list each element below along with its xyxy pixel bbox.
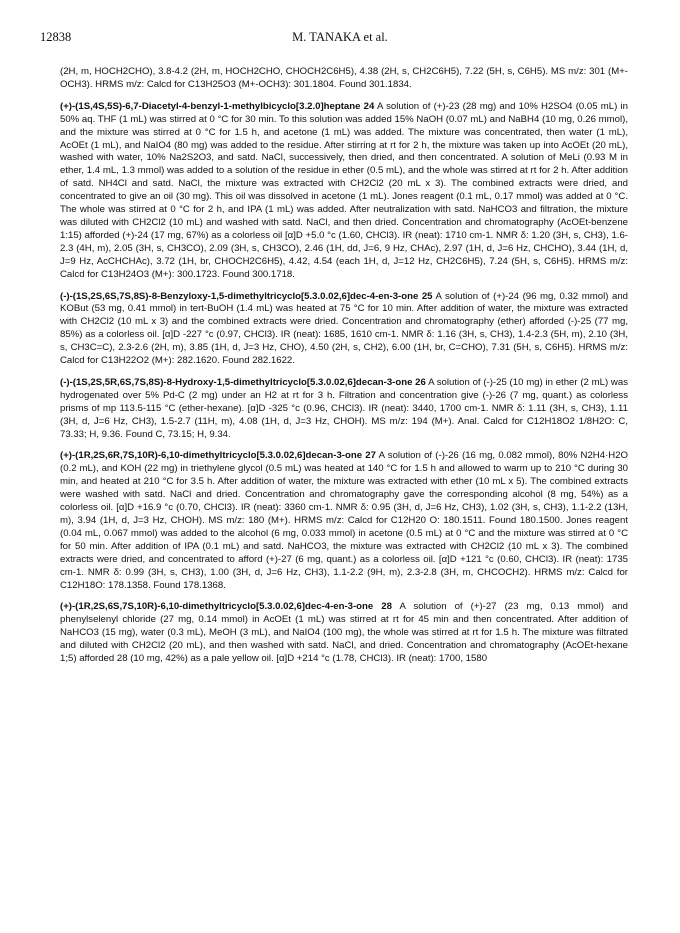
running-head: M. TANAKA et al.	[292, 30, 388, 44]
paragraph-text: A solution of (-)-25 (10 mg) in ether (2 mL) was hydrogenated over 5% Pd-C (2 mg) under an H2 at rt for 3 h. Filtration and concentration give (-)-26 (7 mg, quant.) as colorless prisms of mp 113.5-115 °C (ether-hexane). [α]D -325 °c (0.96, CHCl3). IR (neat): 3440, 1700 cm-1. NMR δ: 1.11 (3H, s, CH3), 1.11 (3H, d, J=6 Hz, CH3), 1.5-2.7 (11H, m), 4.08 (1H, d, J=3 Hz, CHOH). MS m/z: 194 (M+). Anal. Calcd for C12H18O2 1/8H2O: C, 73.33; H, 9.36. Found C, 73.15; H, 9.34.	[60, 376, 628, 440]
paragraph-continuation	[60, 66, 628, 92]
paragraph-compound-26	[60, 377, 628, 442]
compound-heading: (+)-(1S,4S,5S)-6,7-Diacetyl-4-benzyl-1-methylbicyclo[3.2.0]heptane 24	[60, 100, 375, 112]
paragraph-text: A solution of (+)-23 (28 mg) and 10% H2SO4 (0.05 mL) in 50% aq. THF (1 mL) was stirred at 0 °C for 30 min. To this solution was added 15% NaOH (0.07 mL) and NaBH4 (10 mg, 0.26 mmol), and the mixture was stirred at 0 °C for 1.5 h, and acetone (1 mL) was added. The mixture was concentrated, then water (1 mL), AcOEt (1 mL), and NaIO4 (80 mg) was added to the residue. After stirring at rt for 2 h, the mixture was taken up into AcOEt (20 mL), washed with water, 10% Na2S2O3, and satd. NaCl, successively, then dried, and then concentrated. A solution of MeLi (0.93 M in ether, 1.4 mL, 1.3 mmol) was added to a solution of the residue in ether (0.5 mL), and the whole was stirred at rt for 2 h. After addition of satd. NH4Cl and satd. NaCl, the mixture was extracted with CH2Cl2 (20 mL x 3). The combined extracts were dried, and concentrated to give an oil (30 mg). This oil was dissolved in acetone (1 mL). Jones reagent (0.1 mL, 0.17 mmol) was added at 0 °C. The whole was stirred at 0 °C for 2 h, and IPA (1 mL) was added. After neutralization with satd. NaHCO3 and filtration, the mixture was diluted with CH2Cl2 (10 mL) and washed with satd. NaCl, and then dried. Concentration and chromatography (AcOEt-benzene 1:15) afforded (+)-24 (17 mg, 67%) as a colorless oil [α]D +5.0 °c (1.60, CHCl3). IR (neat): 1710 cm-1. NMR δ: 1.20 (3H, s, CH3), 1.6-2.3 (4H, m), 2.05 (3H, s, CH3CO), 2.09 (3H, s, CH3CO), 2.46 (1H, dd, J=6, 9 Hz, CHAc), 2.97 (1H, d, J=6 Hz, CHCHO), 3.44 (1H, d, J=9 Hz, AcCHCHAc), 3.72 (1H, br, CHOCH2C6H5), 4.42, 4.54 (each 1H, d, J=12 Hz, CH2C6H5), 7.24 (5H, s, C6H5). HRMS m/z: Calcd for C13H24O3 (M+): 300.1723. Found 300.1718.	[60, 100, 629, 280]
paragraph-compound-27	[60, 450, 628, 592]
paragraph-compound-28	[60, 601, 628, 666]
page-header	[40, 30, 640, 50]
compound-heading: (+)-(1R,2S,6R,7S,10R)-6,10-dimethyltricyclo[5.3.0.02,6]decan-3-one 27	[60, 450, 376, 462]
page-number: 12838	[40, 30, 72, 44]
paragraph-compound-24	[60, 101, 628, 282]
paragraph-text: A solution of (+)-27 (23 mg, 0.13 mmol) and phenylselenyl chloride (27 mg, 0.14 mmol) in AcOEt (1 mL) was stirred at rt for 45 min and then concentrated. After addition of NaHCO3 (15 mg), water (0.3 mL), MeOH (3 mL), and NaIO4 (100 mg), the whole was stirred at rt for 1.5 h. The mixture was filtrated and diluted with CH2Cl2 (20 mL), and then washed with satd. NaCl, and dried. Concentration and chromatography (AcOEt-hexane 1;5) afforded 28 (10 mg, 42%) as a pale yellow oil. [α]D +214 °c (1.78, CHCl3). IR (neat): 1700, 1580	[60, 601, 629, 665]
compound-heading: (+)-(1R,2S,6S,7S,10R)-6,10-dimethyltricyclo[5.3.0.02,6]dec-4-en-3-one 28	[60, 601, 392, 613]
paragraph-text: A solution of (+)-24 (96 mg, 0.32 mmol) and KOBut (53 mg, 0.41 mmol) in tert-BuOH (1.4 mL) was heated at 75 °C for 10 min. After addition of water, the mixture was extracted with CH2Cl2 (10 mL x 3) and the combined extracts were dried. Concentration and chromatography (ether) afforded (-)-25 (77 mg, 85%) as a colorless oil. [α]D -227 °c (0.97, CHCl3). IR (neat): 1685, 1610 cm-1. NMR δ: 1.16 (3H, s, CH3), 1.4-2.3 (5H, m), 2.10 (3H, s, CH3C=C), 2.3-2.6 (2H, m), 3.85 (1H, d, J=3 Hz, CHO), 4.50 (2H, s, CH2), 6.00 (1H, br, C=CHO), 7.31 (5H, s, C6H5). HRMS m/z: Calcd for C13H22O2 (M+): 282.1620. Found 282.1622.	[60, 290, 628, 367]
paragraph-compound-25	[60, 291, 628, 368]
paragraph-text: (2H, m, HOCH2CHO), 3.8-4.2 (2H, m, HOCH2CHO, CHOCH2C6H5), 4.38 (2H, s, CH2C6H5), 7.22 (5H, s, C6H5). MS m/z: 301 (M+-OCH3). HRMS m/z: Calcd for C13H25O3 (M+-OCH3): 301.1804. Found 301.1834.	[60, 66, 628, 90]
compound-heading: (-)-(1S,2S,5R,6S,7S,8S)-8-Hydroxy-1,5-dimethyltricyclo[5.3.0.02,6]decan-3-one 26	[60, 376, 426, 388]
compound-heading: (-)-(1S,2S,6S,7S,8S)-8-Benzyloxy-1,5-dimethyltricyclo[5.3.0.02,6]dec-4-en-3-one 25	[60, 290, 433, 302]
paragraph-text: A solution of (-)-26 (16 mg, 0.082 mmol), 80% N2H4·H2O (0.2 mL), and KOH (22 mg) in triethylene glycol (0.5 mL) was heated at 140 °C for 1.5 h and allowed to warm up to 210 °C during 30 min, and heated at 210 °C for 3.5 h. After addition of water, the mixture was extracted with ether (10 mL x 5). The combined extracts were washed with satd. NaCl and dried. Concentration and chromatography gave the corresponding alcohol (8 mg, 54%) as a colorless oil. [α]D +16.9 °c (0.70, CHCl3). IR (neat): 3360 cm-1. NMR δ: 0.95 (3H, d, J=6 Hz, CH3), 1.02 (3H, s, CH3), 1.1-2.2 (13H, m), 3.94 (1H, d, J=3 Hz, CHOH). MS m/z: 180 (M+). HRMS m/z: Calcd for C12H20 O: 180.1511. Found 180.1500. Jones reagent (0.04 mL, 0.067 mmol) was added to the alcohol (6 mg, 0.033 mmol) in acetone (0.5 mL) at 0 °C and the mixture was stirred at 0 °C for 50 min. After addition of IPA (0.1 mL) and satd. NaHCO3, the mixture was extracted with CH2Cl2 (10 mL x 3). The combined extracts were dried, and concentrated to afford (+)-27 (6 mg, quant.) as a colorless oil. [α]D +121 °c (0.60, CHCl3). IR (neat): 1735 cm-1. NMR δ: 0.99 (3H, s, CH3), 1.00 (3H, d, J=6 Hz, CH3), 1.1-2.2 (9H, m), 2.3-2.8 (3H, m, CHCOCH2). HRMS m/z: Calcd for C12H18O: 178.1358. Found 178.1368.	[60, 450, 628, 591]
article-body	[60, 66, 628, 675]
